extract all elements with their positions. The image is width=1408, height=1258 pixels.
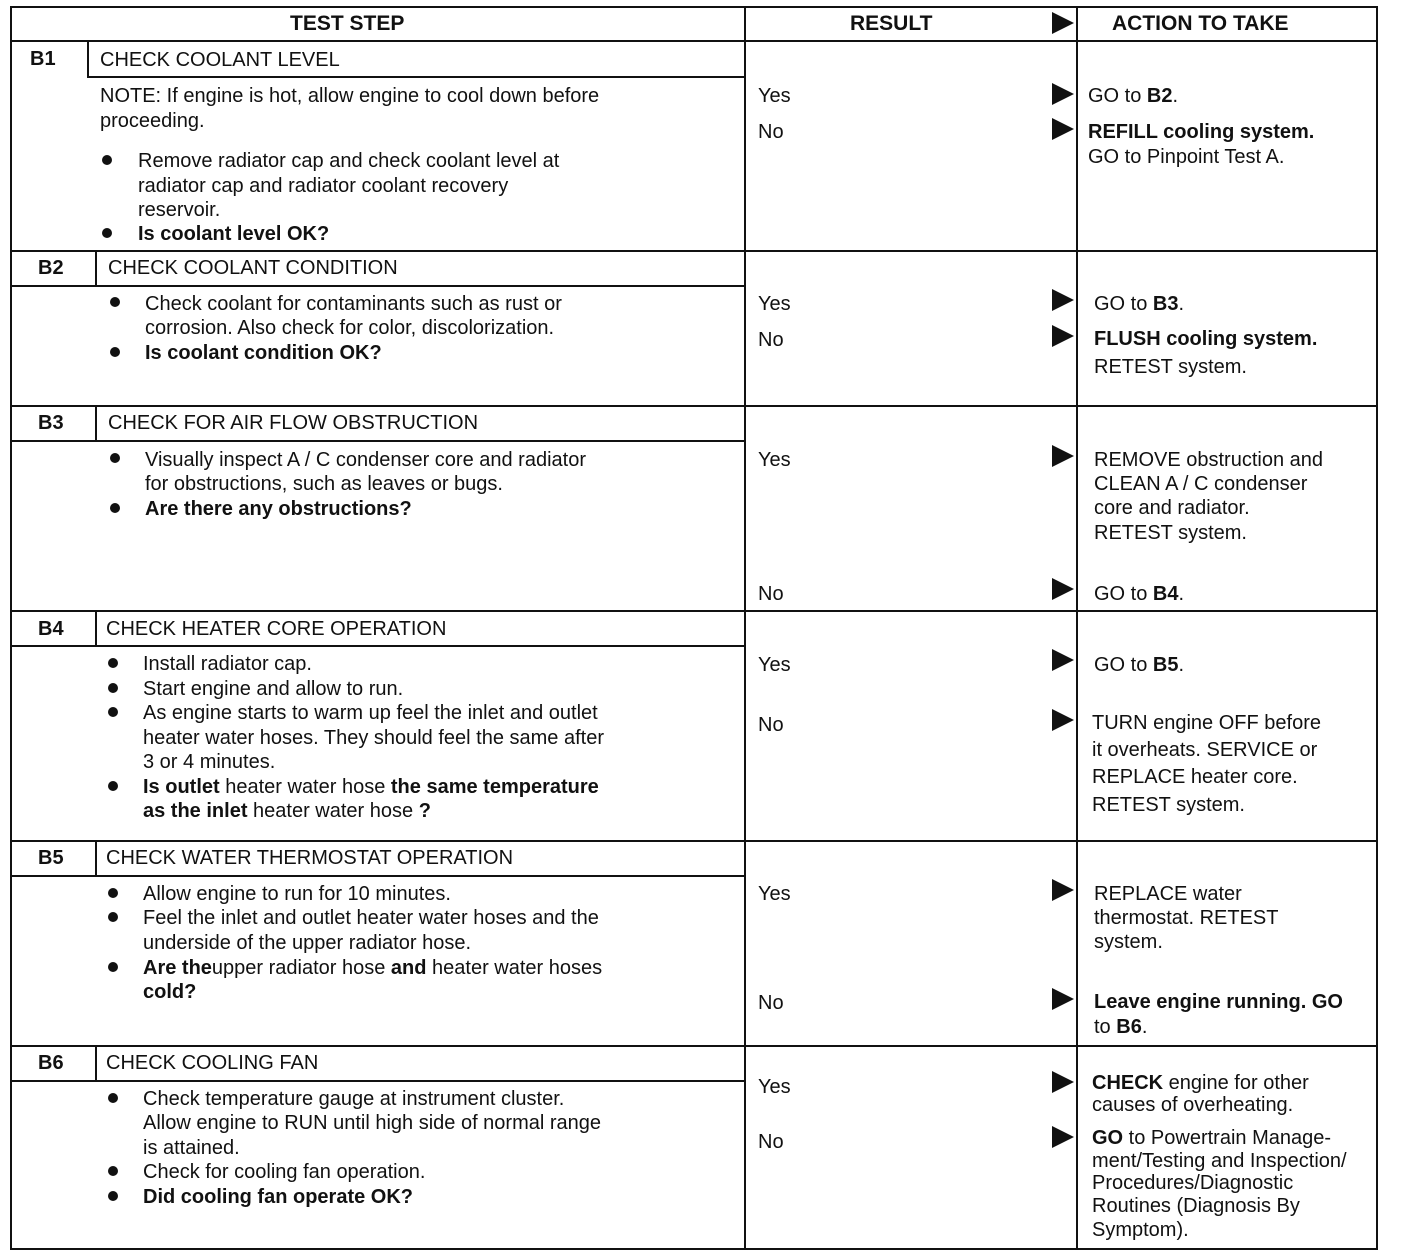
step-id-divider: [95, 250, 97, 286]
step-question-b4: Is outlet heater water hose the same temperature: [143, 776, 599, 798]
arrow-icon: [1052, 879, 1074, 901]
result-no-b2: No: [758, 329, 784, 351]
step-text-b5: underside of the upper radiator hose.: [143, 932, 471, 954]
step-text-b4: Start engine and allow to run.: [143, 678, 404, 700]
step-id-b5: B5: [38, 847, 64, 869]
step-id-divider: [95, 840, 97, 876]
action-yes-b6: CHECK engine for other: [1092, 1072, 1309, 1094]
action-no-b6: GO to Powertrain Manage-: [1092, 1127, 1332, 1149]
bullet-icon: [102, 228, 112, 238]
bullet-icon: [108, 658, 118, 668]
action-no-b6: Symptom).: [1092, 1219, 1189, 1241]
step-question-b5: Are theupper radiator hose and heater water hoses: [143, 957, 603, 979]
column-divider-action: [1076, 6, 1078, 1250]
step-text-b6: Check temperature gauge at instrument cluster.: [143, 1088, 565, 1110]
row-separator: [10, 405, 1378, 407]
step-text-b1: radiator cap and radiator coolant recovery: [138, 175, 509, 197]
step-question-b6: Did cooling fan operate OK?: [143, 1186, 414, 1208]
action-yes-b6: causes of overheating.: [1092, 1094, 1294, 1116]
step-title-rule: [87, 76, 744, 78]
bullet-icon: [108, 888, 118, 898]
arrow-icon: [1052, 289, 1074, 311]
step-id-b4: B4: [38, 618, 64, 640]
arrow-icon: [1052, 445, 1074, 467]
bullet-icon: [102, 155, 112, 165]
bullet-icon: [108, 1191, 118, 1201]
action-no-b6: Procedures/Diagnostic: [1092, 1172, 1294, 1194]
step-text-b6: Allow engine to RUN until high side of normal range: [143, 1112, 602, 1134]
result-no-b3: No: [758, 583, 784, 605]
step-note-b1: NOTE: If engine is hot, allow engine to cool down before: [100, 85, 600, 107]
result-no-b4: No: [758, 714, 784, 736]
step-id-b3: B3: [38, 412, 64, 434]
step-question-b2: Is coolant condition OK?: [145, 342, 382, 364]
step-title-b1: CHECK COOLANT LEVEL: [100, 49, 340, 71]
step-text-b3: Visually inspect A / C condenser core and radiator: [145, 449, 586, 471]
action-no-b5: to B6.: [1094, 1016, 1148, 1038]
header-action: ACTION TO TAKE: [1112, 12, 1289, 35]
step-title-rule: [10, 1080, 744, 1082]
step-text-b2: Check coolant for contaminants such as rust or: [145, 293, 562, 315]
action-yes-b4: GO to B5.: [1094, 654, 1185, 676]
step-id-b1: B1: [30, 48, 56, 70]
arrow-icon: [1052, 1126, 1074, 1148]
header-test-step: TEST STEP: [290, 12, 405, 35]
step-text-b1: reservoir.: [138, 199, 221, 221]
bullet-icon: [108, 781, 118, 791]
bullet-icon: [108, 962, 118, 972]
header-rule: [10, 40, 1378, 42]
column-divider-result: [744, 6, 746, 1250]
step-text-b4: As engine starts to warm up feel the inlet and outlet: [143, 702, 598, 724]
step-text-b5: Feel the inlet and outlet heater water hoses and the: [143, 907, 599, 929]
step-text-b6: Check for cooling fan operation.: [143, 1161, 426, 1183]
step-title-rule: [10, 875, 744, 877]
arrow-icon: [1052, 1071, 1074, 1093]
action-no-b2: RETEST system.: [1094, 356, 1247, 378]
action-yes-b2: GO to B3.: [1094, 293, 1185, 315]
row-separator: [10, 250, 1378, 252]
step-text-b1: Remove radiator cap and check coolant level at: [138, 150, 560, 172]
step-question-b1: Is coolant level OK?: [138, 223, 330, 245]
action-no-b4: TURN engine OFF before: [1092, 712, 1321, 734]
arrow-icon: [1052, 988, 1074, 1010]
bullet-icon: [110, 347, 120, 357]
action-no-b4: it overheats. SERVICE or: [1092, 739, 1318, 761]
action-no-b1: REFILL cooling system.: [1088, 121, 1315, 143]
bullet-icon: [108, 1166, 118, 1176]
action-yes-b3: RETEST system.: [1094, 522, 1247, 544]
action-no-b1: GO to Pinpoint Test A.: [1088, 146, 1285, 168]
action-no-b3: GO to B4.: [1094, 583, 1185, 605]
result-yes-b6: Yes: [758, 1076, 791, 1098]
step-text-b4: Install radiator cap.: [143, 653, 312, 675]
step-text-b4: heater water hoses. They should feel the same after: [143, 727, 605, 749]
step-question-b5: cold?: [143, 981, 197, 1003]
step-text-b2: corrosion. Also check for color, discolorization.: [145, 317, 555, 339]
action-yes-b5: thermostat. RETEST: [1094, 907, 1279, 929]
arrow-icon: [1052, 83, 1074, 105]
result-no-b1: No: [758, 121, 784, 143]
bullet-icon: [108, 707, 118, 717]
step-question-b3: Are there any obstructions?: [145, 498, 412, 520]
action-no-b4: RETEST system.: [1092, 794, 1245, 816]
step-title-b4: CHECK HEATER CORE OPERATION: [106, 618, 447, 640]
bullet-icon: [108, 1093, 118, 1103]
row-separator: [10, 840, 1378, 842]
row-separator: [10, 610, 1378, 612]
step-title-b6: CHECK COOLING FAN: [106, 1052, 319, 1074]
step-title-b3: CHECK FOR AIR FLOW OBSTRUCTION: [108, 412, 479, 434]
arrow-icon: [1052, 649, 1074, 671]
step-note-b1: proceeding.: [100, 110, 205, 132]
step-id-b6: B6: [38, 1052, 64, 1074]
action-no-b6: ment/Testing and Inspection/: [1092, 1150, 1347, 1172]
step-id-divider: [87, 40, 89, 78]
arrow-icon: [1052, 578, 1074, 600]
header-arrow-icon: [1052, 12, 1074, 34]
step-title-rule: [10, 285, 744, 287]
step-id-divider: [95, 405, 97, 441]
action-yes-b5: REPLACE water: [1094, 883, 1242, 905]
bullet-icon: [108, 683, 118, 693]
header-result: RESULT: [850, 12, 933, 35]
action-no-b5: Leave engine running. GO: [1094, 991, 1343, 1013]
bullet-icon: [108, 912, 118, 922]
bullet-icon: [110, 297, 120, 307]
result-yes-b5: Yes: [758, 883, 791, 905]
bullet-icon: [110, 503, 120, 513]
action-no-b6: Routines (Diagnosis By: [1092, 1195, 1300, 1217]
action-yes-b1: GO to B2.: [1088, 85, 1179, 107]
step-title-rule: [10, 440, 744, 442]
action-no-b2: FLUSH cooling system.: [1094, 328, 1318, 350]
step-id-divider: [95, 610, 97, 646]
step-title-b5: CHECK WATER THERMOSTAT OPERATION: [106, 847, 514, 869]
result-yes-b2: Yes: [758, 293, 791, 315]
step-id-divider: [95, 1045, 97, 1081]
action-yes-b3: core and radiator.: [1094, 497, 1250, 519]
bullet-icon: [110, 453, 120, 463]
step-text-b3: for obstructions, such as leaves or bugs.: [145, 473, 503, 495]
step-question-b4: as the inlet heater water hose ?: [143, 800, 431, 822]
result-no-b5: No: [758, 992, 784, 1014]
arrow-icon: [1052, 118, 1074, 140]
step-text-b5: Allow engine to run for 10 minutes.: [143, 883, 451, 905]
step-title-rule: [10, 645, 744, 647]
result-yes-b3: Yes: [758, 449, 791, 471]
action-yes-b5: system.: [1094, 931, 1163, 953]
result-yes-b4: Yes: [758, 654, 791, 676]
step-text-b4: 3 or 4 minutes.: [143, 751, 276, 773]
action-no-b4: REPLACE heater core.: [1092, 766, 1298, 788]
arrow-icon: [1052, 709, 1074, 731]
action-yes-b3: REMOVE obstruction and: [1094, 449, 1323, 471]
action-yes-b3: CLEAN A / C condenser: [1094, 473, 1308, 495]
step-text-b6: is attained.: [143, 1137, 240, 1159]
row-separator: [10, 1045, 1378, 1047]
step-id-b2: B2: [38, 257, 64, 279]
arrow-icon: [1052, 325, 1074, 347]
result-no-b6: No: [758, 1131, 784, 1153]
result-yes-b1: Yes: [758, 85, 791, 107]
step-title-b2: CHECK COOLANT CONDITION: [108, 257, 398, 279]
